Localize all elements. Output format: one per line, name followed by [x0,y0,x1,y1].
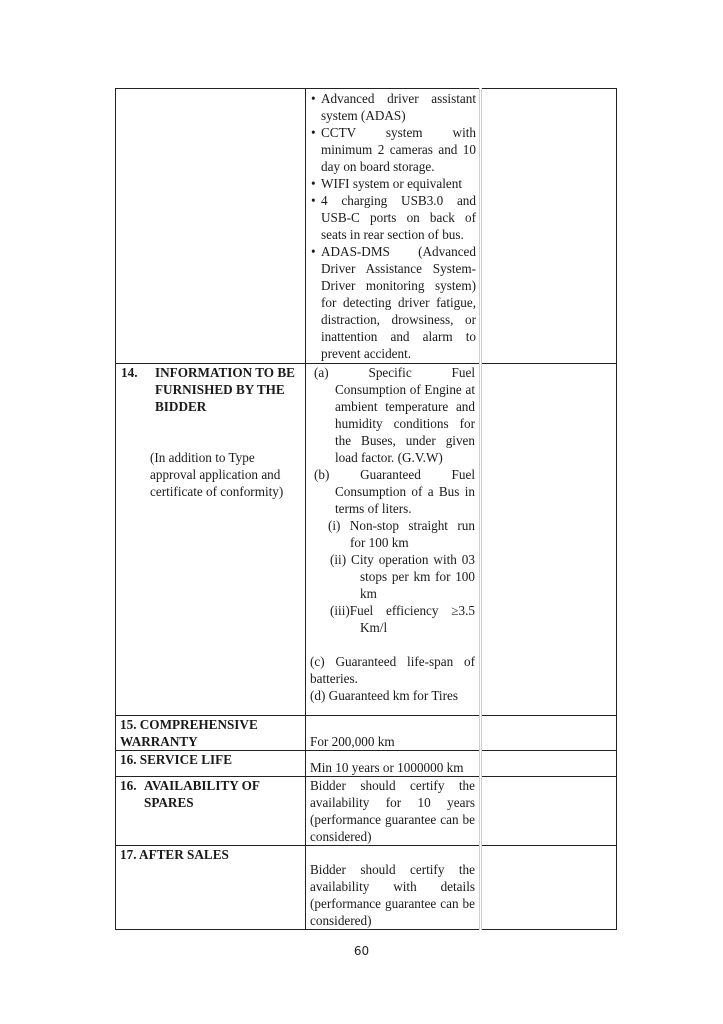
requirement-cell [306,89,481,364]
requirement-cell [306,777,481,846]
list-item-text: WIFI system or equivalent [321,176,462,191]
table-row [116,364,617,716]
item-heading: 16. SERVICE LIFE [120,752,233,767]
row-label-cell [116,777,306,846]
list-item [311,192,476,243]
list-item [311,243,476,362]
bullet-icon: • [311,91,316,106]
requirement-text: Bidder should certify the availability for 10 years (performance guarantee can be considered) [310,778,475,844]
list-item [311,124,476,175]
bullet-icon: • [311,125,316,140]
bullet-icon: • [311,193,316,208]
specification-table [115,88,617,930]
list-item-text: ADAS-DMS (Advanced Driver Assistance System-Driver monitoring system) for detecting driver fatigue, distraction, drowsiness, or inattention and alarm to prevent accident. [321,244,476,361]
item-heading: AVAILABILITY OF SPARES [144,778,260,810]
requirement-cell [306,364,481,716]
row-label-cell [116,364,306,716]
item-a: (a) Specific Fuel Consumption of Engine at ambient temperature and humidity conditions for the Buses, under given load factor. (G.V.W) [314,365,475,465]
requirement-text: For 200,000 km [310,734,395,749]
table-row [116,716,617,751]
row-label-cell [116,89,306,364]
response-cell [481,89,617,364]
requirement-text: Min 10 years or 1000000 km [310,760,464,775]
table-row [116,751,617,777]
row-label-cell [116,716,306,751]
item-d: (d) Guaranteed km for Tires [310,688,458,703]
page-number: 60 [353,944,370,958]
bullet-icon: • [311,176,316,191]
list-item-text: 4 charging USB3.0 and USB-C ports on back of seats in rear section of bus. [321,193,476,242]
requirement-cell [306,751,481,777]
requirement-cell [306,846,481,930]
item-heading: INFORMATION TO BE FURNISHED BY THE BIDDER [155,365,295,414]
list-item [311,175,476,192]
requirement-text: Bidder should certify the availability with details (performance guarantee can be considered) [310,862,475,928]
response-cell [481,751,617,777]
response-cell [481,364,617,716]
row-label-cell [116,751,306,777]
feature-list [306,89,479,362]
item-note: (In addition to Type approval application and certificate of conformity) [150,450,284,499]
item-b: (b) Guaranteed Fuel Consumption of a Bus in terms of liters. [314,467,475,516]
response-cell [481,777,617,846]
list-item [311,90,476,124]
table-row [116,89,617,364]
item-heading: 15. COMPREHENSIVE WARRANTY [120,717,258,749]
item-c: (c) Guaranteed life-span of batteries. [310,654,475,686]
row-label-cell [116,846,306,930]
bullet-icon: • [311,244,316,259]
response-cell [481,846,617,930]
response-cell [481,716,617,751]
item-b-ii: (ii) City operation with 03 stops per km for 100 km [330,552,475,601]
list-item-text: CCTV system with minimum 2 cameras and 10 day on board storage. [321,125,476,174]
list-item-text: Advanced driver assistant system (ADAS) [321,91,476,123]
item-heading: 17. AFTER SALES [120,847,229,862]
requirement-cell [306,716,481,751]
item-number: 14. [121,365,138,380]
item-b-i: (i) Non-stop straight run for 100 km [328,518,475,550]
item-b-iii: (iii)Fuel efficiency ≥3.5 Km/l [330,603,475,635]
table-row [116,777,617,846]
table-row [116,846,617,930]
item-number: 16. [120,778,137,793]
